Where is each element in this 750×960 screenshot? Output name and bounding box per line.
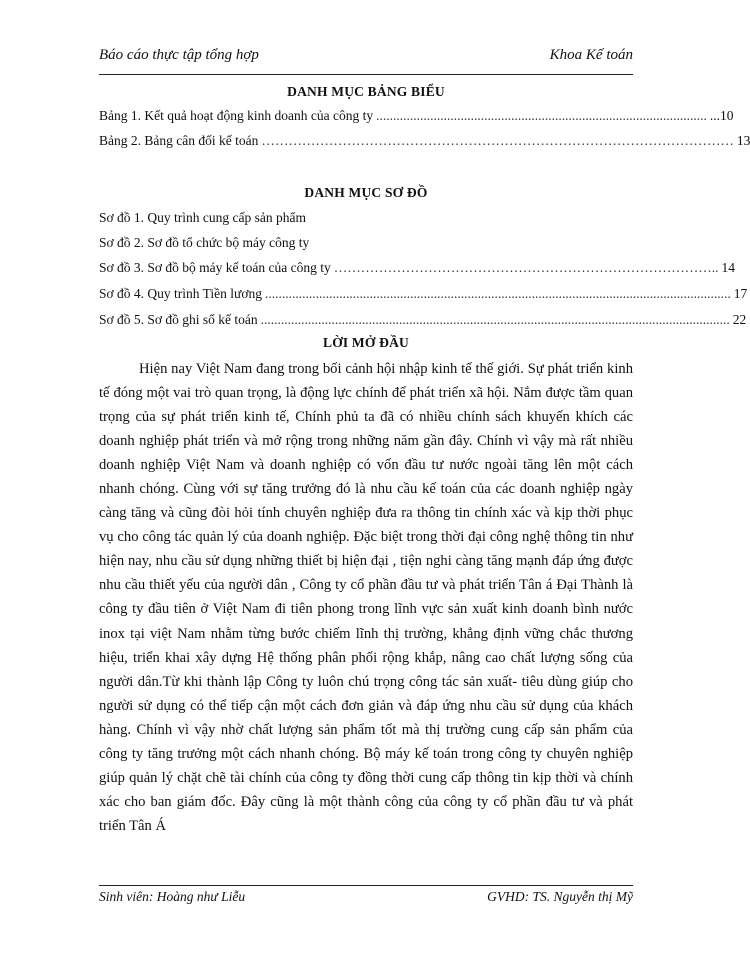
toc-entry[interactable] xyxy=(99,260,735,280)
toc-entry-label: Sơ đồ 2. Sơ đồ tổ chức bộ máy công ty xyxy=(99,235,310,250)
toc-entry-label: Bảng 2. Bảng cân đối kế toán xyxy=(99,133,259,148)
footer-divider xyxy=(99,885,633,886)
footer-student: Sinh viên: Hoàng như Liễu xyxy=(99,889,246,904)
toc-entry[interactable] xyxy=(99,235,633,255)
tables-list-title: DANH MỤC BẢNG BIỂU xyxy=(287,84,445,99)
toc-entry-leader: …………………………………………………………………………………………… xyxy=(261,133,734,148)
toc-entry-leader: .......................................................................................................................................... xyxy=(265,286,731,301)
toc-entry-page: 22 xyxy=(732,312,747,327)
footer-supervisor: GVHD: TS. Nguyễn thị Mỹ xyxy=(487,889,633,904)
toc-entry-label: Sơ đồ 4. Quy trình Tiền lương xyxy=(99,286,262,301)
header-report-title: Báo cáo thực tập tổng hợp xyxy=(99,47,259,63)
header-divider xyxy=(99,74,633,75)
toc-entry-page: 14 xyxy=(721,260,735,275)
toc-entry-page: 17 xyxy=(733,286,748,301)
toc-entry-page: ...10 xyxy=(709,108,734,123)
diagrams-list-title: DANH MỤC SƠ ĐỒ xyxy=(304,185,428,200)
toc-entry-leader: ………………………………………………………………………….. xyxy=(333,260,719,275)
toc-entry-leader: .................................................................................................. xyxy=(376,108,707,123)
toc-entry[interactable] xyxy=(99,210,633,230)
toc-entry-label: Sơ đồ 3. Sơ đồ bộ máy kế toán của công ty xyxy=(99,260,331,275)
toc-entry-leader: ........................................................................................................................................... xyxy=(260,312,730,327)
toc-entry[interactable] xyxy=(99,286,748,306)
toc-entry-label: Bảng 1. Kết quả hoạt động kinh doanh của công ty xyxy=(99,108,374,123)
page-footer xyxy=(99,889,633,911)
toc-entry-label: Sơ đồ 5. Sơ đồ ghi sổ kế toán xyxy=(99,312,258,327)
intro-paragraph: Hiện nay Việt Nam đang trong bối cảnh hội nhập kinh tế thế giới. Sự phát triển kinh tế đóng một vai trò quan trọng, là động lực chính để phát triển xã hội. Nắm được tầm quan trọng của sự phát triển kinh tế, Chính phủ ta đã có nhiều chính sách khuyến khích các doanh nghiệp phát triển và mở rộng trong những năm gần đây. Chính vì vậy mà rất nhiều doanh nghiệp Việt Nam và doanh nghiệp có vốn đầu tư nước ngoài tăng lên một cách nhanh chóng. Cùng với sự tăng trưởng đó là nhu cầu kế toán của các doanh nghiệp ngày càng tăng và cũng đòi hỏi tính chuyên nghiệp đưa ra thông tin chính xác và kịp thời phục vụ cho công tác quản lý của doanh nghiệp. Đặc biệt trong thời đại công nghệ thông tin như hiện nay, nhu cầu sử dụng những thiết bị hiện đại , tiện nghi càng tăng mạnh đáp ứng được nhu cầu thiết yếu của người dân , Công ty cổ phần đầu tư và phát triển Tân á Đại Thành là công ty đầu tiên ở Việt Nam đi tiên phong trong lĩnh vực sản xuất kinh doanh bình nước inox tại việt Nam nhằm từng bước chiếm lĩnh thị trường, khẳng định vững chắc thương hiệu, triển khai xây dựng Hệ thống phân phối rộng khắp, nâng cao chất lượng sống của người dân.Từ khi thành lập Công ty luôn chú trọng công tác sản xuất- tiêu dùng giúp cho người sử dụng có thể tiếp cận một cách đơn giản và đáp ứng nhu cầu sử dụng của khách hàng. Chính vì vậy nhờ chất lượng sản phẩm tốt mà thị trường cung cấp sản phẩm của công ty tăng trưởng một cách nhanh chóng. Bộ máy kế toán trong công ty chuyên nghiệp giúp quản lý chặt chẽ tài chính của công ty đồng thời cung cấp thông tin kịp thời và chính xác cho ban giám đốc. Đây cũng là một thành công của công ty cổ phần đầu tư và phát triển Tân Á xyxy=(99,361,633,834)
header-department: Khoa Kế toán xyxy=(549,47,633,63)
toc-entry-page: 13 xyxy=(736,133,750,148)
toc-entry-label: Sơ đồ 1. Quy trình cung cấp sản phẩm xyxy=(99,210,306,225)
intro-title: LỜI MỞ ĐẦU xyxy=(323,335,409,350)
toc-entry[interactable] xyxy=(99,312,747,332)
toc-entry[interactable] xyxy=(99,108,734,128)
page-header xyxy=(99,47,633,73)
toc-entry[interactable] xyxy=(99,133,750,153)
